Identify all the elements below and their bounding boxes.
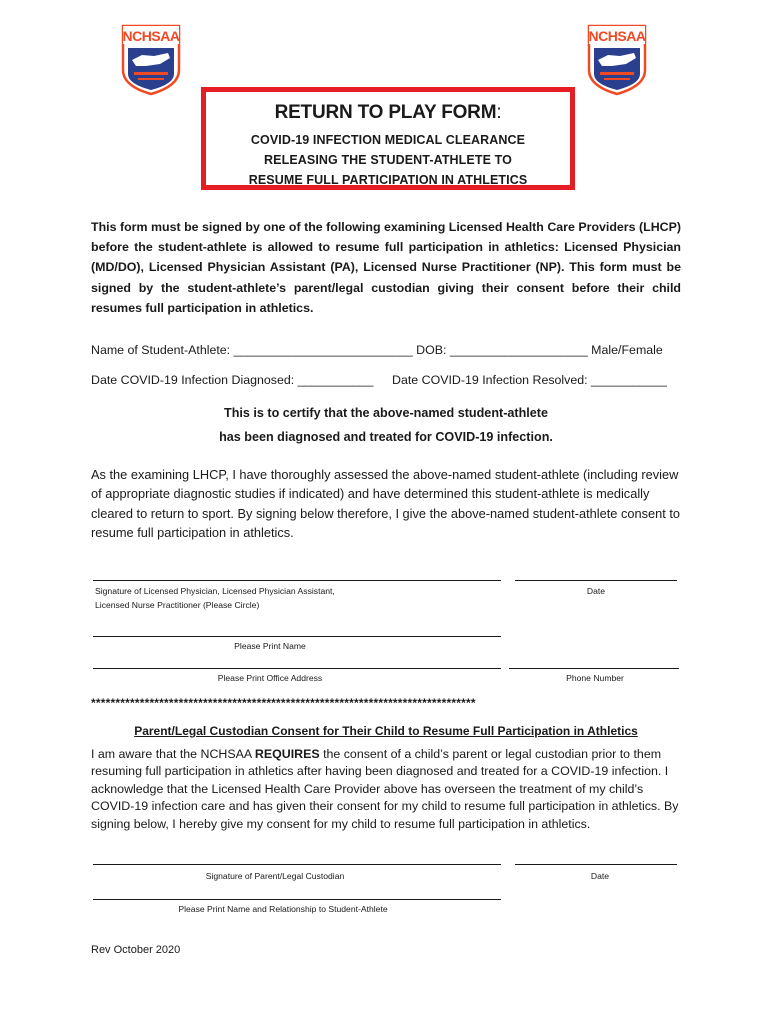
lhcp-print-name-line[interactable] — [93, 636, 501, 637]
revision-note: Rev October 2020 — [91, 944, 181, 956]
diagnosed-date-field[interactable]: Date COVID-19 Infection Diagnosed: ___________ — [91, 373, 374, 387]
consent-heading: Parent/Legal Custodian Consent for Their Child to Resume Full Participation in Athletics — [134, 724, 638, 738]
consent-text: I am aware that the NCHSAA — [91, 747, 255, 761]
page-title-text: RETURN TO PLAY FORM — [274, 102, 497, 123]
lhcp-date-label: Date — [586, 586, 606, 596]
lhcp-date-line[interactable] — [515, 580, 677, 581]
resolved-date-field[interactable]: Date COVID-19 Infection Resolved: ___________ — [392, 373, 667, 387]
subtitle-line: RELEASING THE STUDENT-ATHLETE TO — [264, 153, 512, 167]
page-title-suffix: : — [496, 102, 502, 123]
subtitle-line: COVID-19 INFECTION MEDICAL CLEARANCE — [250, 133, 526, 147]
nchsaa-logo-left — [120, 22, 182, 96]
logo-wordmark: NCHSAA — [588, 28, 646, 44]
consent-requires-emphasis: REQUIRES — [254, 747, 320, 761]
consent-paragraph — [91, 746, 683, 833]
page-subtitle — [206, 130, 570, 190]
phone-number-label: Phone Number — [566, 673, 624, 683]
intro-paragraph: This form must be signed by one of the following examining Licensed Health Care Providers (LHCP) before the student-athlete is allowed to resume full participation in athletics: Licensed Physician (MD/DO), Licensed Physician Assistant (PA), Licensed Nurse Practitioner (NP). This form must be signed by the student-athlete’s parent/legal custodian giving their consent before their child resumes full participation in athletics. — [91, 220, 681, 315]
parent-date-label: Date — [590, 871, 610, 881]
parent-print-name-line[interactable] — [93, 899, 501, 900]
student-info-field-row[interactable]: Name of Student-Athlete: __________________________ DOB: ____________________ Male/Female — [91, 343, 663, 357]
lhcp-statement: As the examining LHCP, I have thoroughly assessed the above-named student-athlete (including review of appropriate diagnostic studies if indicated) and have determined this student-athlete is medically cleared to return to sport. By signing below therefore, I give the above-named student-athlete consent to resume full participation in athletics. — [91, 467, 681, 541]
lhcp-signature-label-2: Licensed Nurse Practitioner (Please Circle) — [95, 600, 260, 610]
certify-line-2: has been diagnosed and treated for COVID-19 infection. — [219, 430, 553, 444]
parent-date-line[interactable] — [515, 864, 677, 865]
office-address-line[interactable] — [93, 668, 501, 669]
title-box — [201, 87, 575, 190]
parent-signature-label: Signature of Parent/Legal Custodian — [205, 871, 345, 881]
consent-text: the consent of a child’s parent or legal custodian prior to them resuming full participation in athletics after having been diagnosed and treated for a COVID-19 infection. I acknowledge that the Licensed Health Care Provider above has overseen the treatment of my child’s COVID-19 infection care and has given their consent for my child to resume full participation in athletics. By signing below, I hereby give my consent for my child to resume full participation in athletics. — [91, 747, 679, 831]
subtitle-line: RESUME FULL PARTICIPATION IN ATHLETICS — [248, 173, 528, 187]
phone-number-line[interactable] — [509, 668, 679, 669]
certify-line-1: This is to certify that the above-named student-athlete — [224, 406, 548, 420]
lhcp-signature-line[interactable] — [93, 580, 501, 581]
nchsaa-logo-right — [586, 22, 648, 96]
lhcp-signature-label: Signature of Licensed Physician, Licensed Physician Assistant, — [95, 586, 335, 596]
page-title — [206, 102, 570, 124]
office-address-label: Please Print Office Address — [217, 673, 323, 683]
print-name-label: Please Print Name — [234, 641, 306, 651]
parent-print-name-label: Please Print Name and Relationship to Student-Athlete — [178, 904, 388, 914]
logo-wordmark: NCHSAA — [122, 28, 180, 44]
separator: ******************************************************************************* — [91, 696, 476, 710]
parent-signature-line[interactable] — [93, 864, 501, 865]
